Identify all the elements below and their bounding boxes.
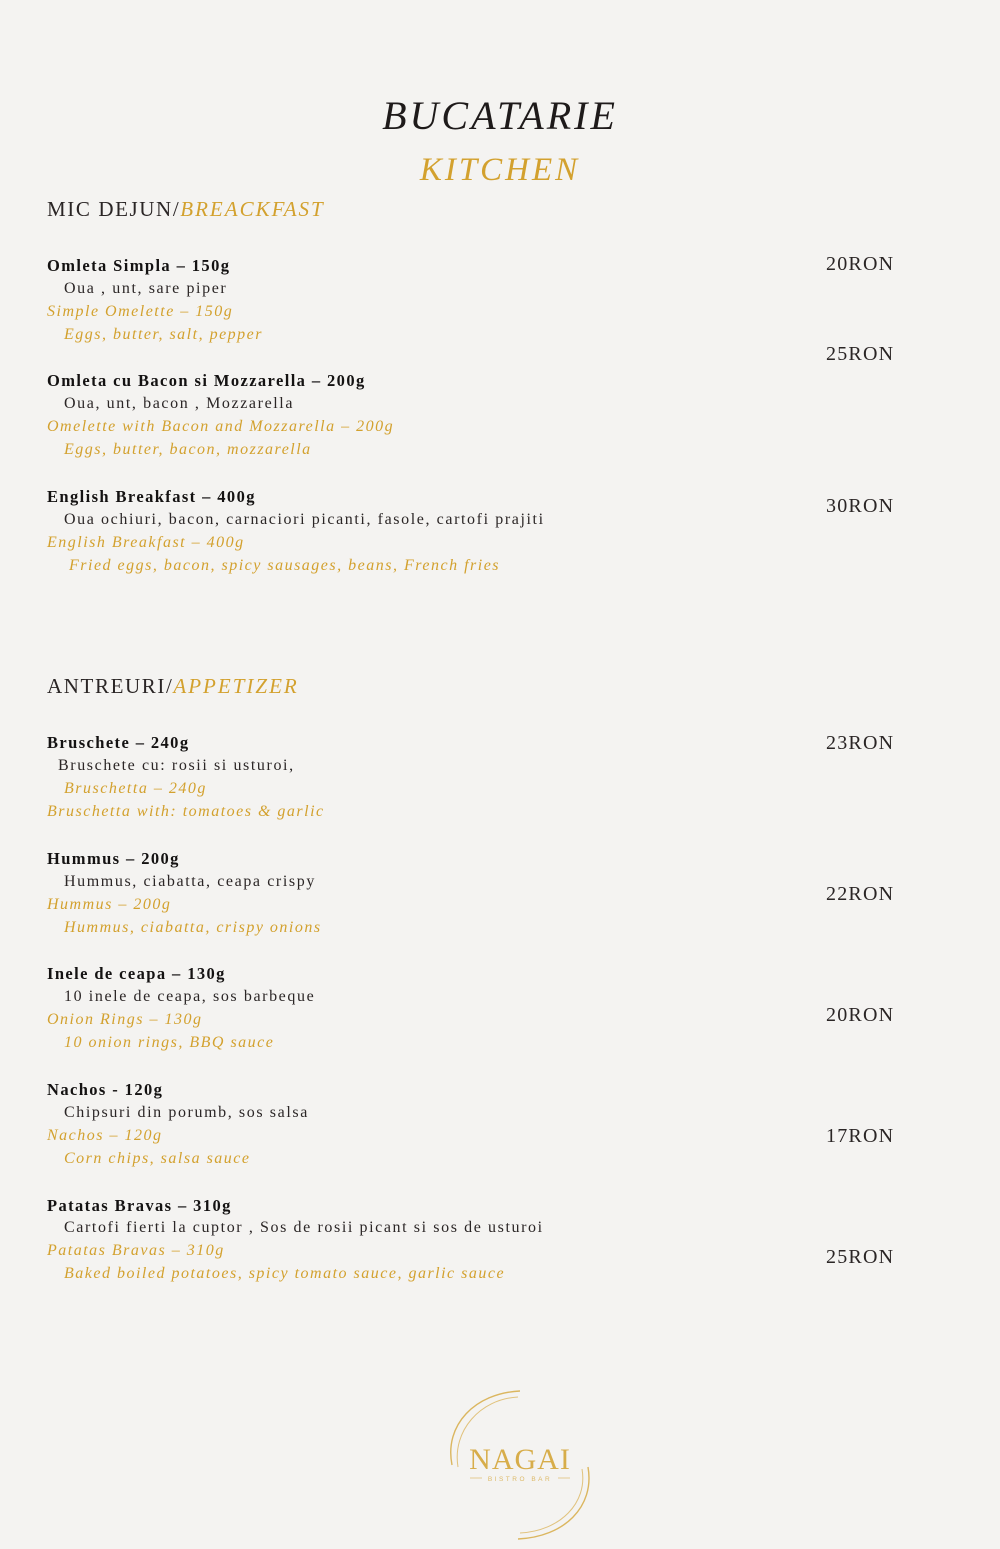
item-price: 17RON xyxy=(826,1125,895,1147)
item-name: Omleta cu Bacon si Mozzarella – 200g xyxy=(47,371,366,390)
item-name-en: Bruschetta – 240g xyxy=(64,780,207,797)
item-name-en: Simple Omelette – 150g xyxy=(47,303,234,320)
item-description: 10 inele de ceapa, sos barbeque xyxy=(64,988,316,1005)
item-description-en: Eggs, butter, salt, pepper xyxy=(64,326,263,343)
section-title-appetizer xyxy=(47,674,299,699)
item-description: Chipsuri din porumb, sos salsa xyxy=(64,1104,309,1121)
item-name-en: Omelette with Bacon and Mozzarella – 200g xyxy=(47,418,395,435)
item-description: Oua, unt, bacon , Mozzarella xyxy=(64,395,295,412)
item-name-en: Patatas Bravas – 310g xyxy=(47,1242,225,1259)
section-title-ro: ANTREURI/ xyxy=(47,674,174,698)
item-description-en: Fried eggs, bacon, spicy sausages, beans, French fries xyxy=(69,557,501,574)
item-description: Cartofi fierti la cuptor , Sos de rosii picant si sos de usturoi xyxy=(64,1219,544,1236)
section-title-en: APPETIZER xyxy=(173,674,299,698)
item-description-en: Corn chips, salsa sauce xyxy=(64,1150,251,1167)
section-title-ro: MIC DEJUN/ xyxy=(47,197,181,221)
item-price: 30RON xyxy=(826,495,895,517)
item-description: Oua , unt, sare piper xyxy=(64,280,228,297)
section-title-breakfast xyxy=(47,197,325,222)
logo-name: NAGAI xyxy=(469,1443,571,1476)
logo-tagline: BISTRO BAR xyxy=(487,1476,553,1483)
item-description-en: Bruschetta with: tomatoes & garlic xyxy=(47,803,325,820)
item-name: Nachos - 120g xyxy=(47,1080,164,1099)
page-title: BUCATARIE xyxy=(382,93,618,138)
item-name-en: English Breakfast – 400g xyxy=(47,534,245,551)
item-price: 20RON xyxy=(826,253,895,275)
item-price: 25RON xyxy=(826,343,895,365)
logo-arcs-icon xyxy=(430,1385,610,1545)
item-description-en: Eggs, butter, bacon, mozzarella xyxy=(64,441,312,458)
item-description-en: Baked boiled potatoes, spicy tomato sauce, garlic sauce xyxy=(64,1265,506,1282)
item-description: Bruschete cu: rosii si usturoi, xyxy=(58,757,295,774)
item-description-en: 10 onion rings, BBQ sauce xyxy=(64,1034,275,1051)
item-description: Oua ochiuri, bacon, carnaciori picanti, fasole, cartofi prajiti xyxy=(64,511,545,528)
item-name: English Breakfast – 400g xyxy=(47,487,256,506)
brand-logo xyxy=(430,1385,610,1545)
item-name-en: Onion Rings – 130g xyxy=(47,1011,203,1028)
item-name: Inele de ceapa – 130g xyxy=(47,964,226,983)
item-name: Omleta Simpla – 150g xyxy=(47,256,231,275)
item-price: 20RON xyxy=(826,1004,895,1026)
item-description: Hummus, ciabatta, ceapa crispy xyxy=(64,873,316,890)
item-name: Patatas Bravas – 310g xyxy=(47,1196,232,1215)
item-name-en: Hummus – 200g xyxy=(47,896,172,913)
item-price: 22RON xyxy=(826,883,895,905)
item-name: Hummus – 200g xyxy=(47,849,180,868)
item-name-en: Nachos – 120g xyxy=(47,1127,163,1144)
item-price: 25RON xyxy=(826,1246,895,1268)
item-description-en: Hummus, ciabatta, crispy onions xyxy=(64,919,322,936)
item-price: 23RON xyxy=(826,732,895,754)
section-title-en: BREACKFAST xyxy=(180,197,325,221)
page-subtitle: KITCHEN xyxy=(419,152,581,188)
item-name: Bruschete – 240g xyxy=(47,733,190,752)
